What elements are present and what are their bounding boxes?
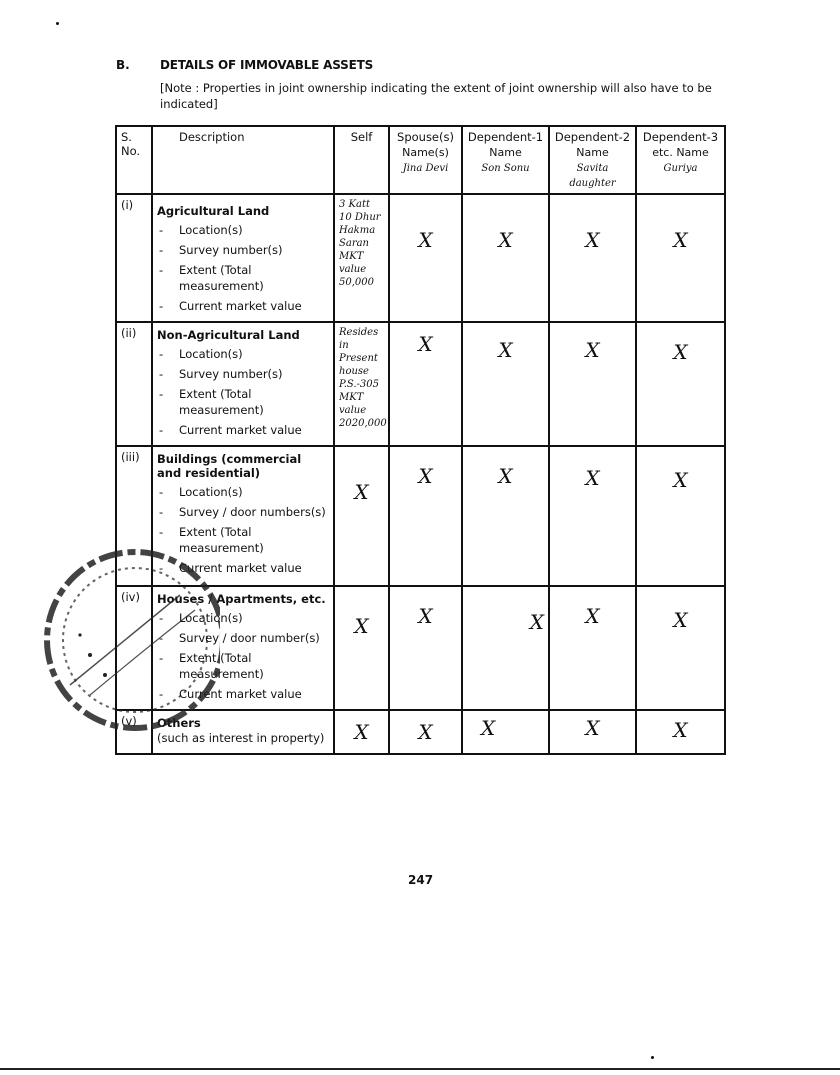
section-number: B. (116, 58, 130, 72)
list-item: - Survey number(s) (157, 366, 329, 382)
header-self: Self (334, 126, 389, 194)
cross-mark: X (585, 228, 600, 252)
cross-mark: X (498, 464, 513, 488)
list-item: - Location(s) (157, 610, 329, 626)
cross-mark: X (354, 480, 369, 504)
cross-mark: X (673, 340, 688, 364)
header-dependent-2 (549, 126, 636, 194)
list-item: - Current market value (157, 298, 329, 314)
list-item: - Current market value (157, 560, 329, 576)
cross-mark: X (585, 338, 600, 362)
list-item: - Survey number(s) (157, 242, 329, 258)
row-sno: (ii) (116, 322, 152, 446)
list-item: - Extent (Total measurement) (157, 650, 329, 682)
cross-mark: X (418, 332, 433, 356)
bottom-rule (0, 1068, 840, 1070)
row-sno: (iii) (116, 446, 152, 586)
cross-mark: X (418, 228, 433, 252)
cross-mark: X (529, 610, 544, 634)
section-note: [Note : Properties in joint ownership indicating the extent of joint ownership will also have to be indicated] (160, 81, 712, 111)
table-row (116, 322, 725, 446)
official-stamp (30, 535, 220, 735)
row-sno: (iv) (116, 586, 152, 710)
cross-mark: X (498, 228, 513, 252)
header-dep1-sub: Name (489, 146, 522, 159)
cross-mark: X (673, 228, 688, 252)
list-item: - Current market value (157, 422, 329, 438)
header-dep1-label: Dependent-1 (467, 130, 544, 144)
row-sno: (i) (116, 194, 152, 322)
list-item: - Extent (Total measurement) (157, 262, 329, 294)
header-dep2-label: Dependent-2 (554, 130, 631, 144)
cross-mark: X (585, 604, 600, 628)
speck (56, 22, 59, 25)
dep2-name-handwritten: Savita daughter (569, 163, 616, 189)
list-item: - Location(s) (157, 222, 329, 238)
list-item: - Survey / door number(s) (157, 630, 329, 646)
row-title: Others (157, 716, 201, 730)
self-handwritten-value: Resides in Present house P.S.-305 MKT value 2020,000 (334, 322, 389, 446)
cross-mark: X (585, 716, 600, 740)
header-dep3-sub: etc. Name (652, 146, 709, 159)
list-item: - Current market value (157, 686, 329, 702)
cross-mark: X (418, 604, 433, 628)
row-sno: (v) (116, 710, 152, 754)
table-row (116, 194, 725, 322)
section-title: DETAILS OF IMMOVABLE ASSETS (160, 58, 374, 72)
list-item: - Survey / door numbers(s) (157, 504, 329, 520)
list-item: - Extent (Total measurement) (157, 524, 329, 556)
cross-mark: X (498, 338, 513, 362)
header-sno: S. No. (116, 126, 152, 194)
self-handwritten-value: 3 Katt 10 Dhur Hakma Saran MKT value 50,000 (334, 194, 389, 322)
cross-mark: X (418, 464, 433, 488)
row-title: Non-Agricultural Land (157, 328, 300, 342)
dep1-name-handwritten: Son Sonu (481, 163, 530, 174)
header-description: Description (152, 126, 334, 194)
header-spouse-sub: Name(s) (402, 146, 449, 159)
cross-mark: X (585, 466, 600, 490)
row-description (152, 322, 334, 446)
header-dep2-sub: Name (576, 146, 609, 159)
cross-mark: X (481, 716, 496, 740)
spouse-name-handwritten: Jina Devi (402, 163, 449, 174)
header-spouse (389, 126, 462, 194)
dep3-name-handwritten: Guriya (663, 163, 698, 174)
cross-mark: X (673, 718, 688, 742)
row-subtitle: (such as interest in property) (157, 731, 325, 745)
list-item: - Location(s) (157, 346, 329, 362)
row-description (152, 194, 334, 322)
cross-mark: X (354, 614, 369, 638)
header-spouse-label: Spouse(s) (397, 130, 454, 144)
row-title: Buildings (commercial and residential) (157, 452, 302, 480)
header-dependent-3 (636, 126, 725, 194)
cross-mark: X (673, 468, 688, 492)
list-item: - Location(s) (157, 484, 329, 500)
speck (651, 1056, 654, 1059)
row-title: Agricultural Land (157, 204, 270, 218)
cross-mark: X (673, 608, 688, 632)
header-dep3-label: Dependent-3 (642, 130, 719, 144)
table-header-row (116, 126, 725, 194)
page-number: 247 (408, 873, 434, 887)
cross-mark: X (354, 720, 369, 744)
list-item: - Extent (Total measurement) (157, 386, 329, 418)
cross-mark: X (418, 720, 433, 744)
row-title: Houses / Apartments, etc. (157, 592, 326, 606)
header-dependent-1 (462, 126, 549, 194)
